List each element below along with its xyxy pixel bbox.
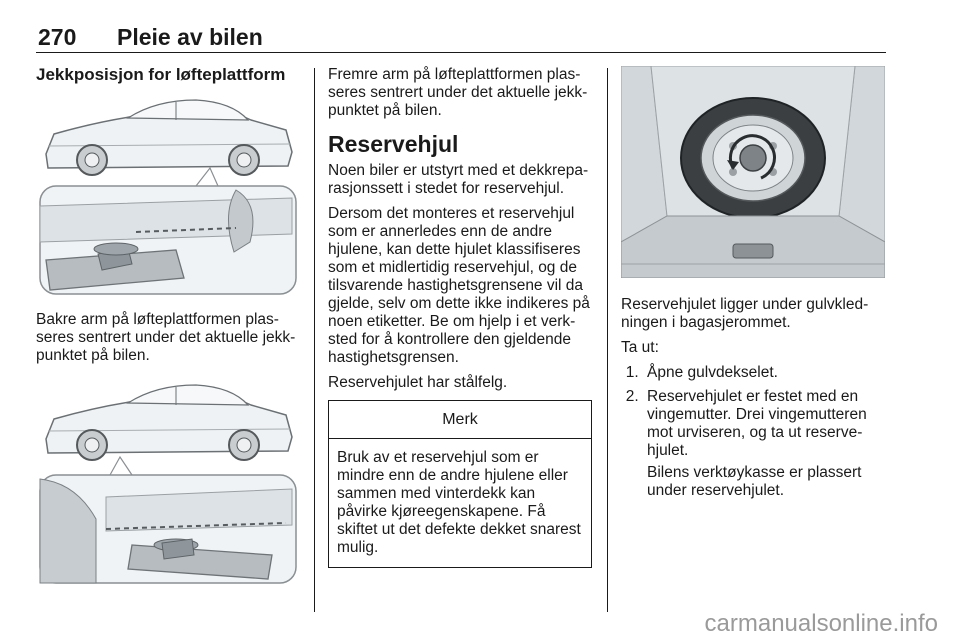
repair-kit-paragraph: Noen biler er utstyrt med et dekkrepa-rasjonssett i stedet for reservehjul. <box>328 162 589 197</box>
note-body: Bruk av et reservehjul som er mindre enn de andre hjulene eller sammen med vinterdekk kan påvirke kjøreegenskapene. Få skiftet ut det defekte dekket snarest mulig. <box>337 449 581 556</box>
toolkit-note: Bilens verktøykasse er plassert under reservehjulet. <box>647 464 862 499</box>
header-rule <box>36 52 886 53</box>
temporary-spare-paragraph: Dersom det monteres et reservehjul som er annerledes enn de andre hjulene, kan dette hjulet klassifiseres som et midlertidig reservehjul, og de tilsvarende hastighetsgrensene vil da gjelde, selv om dette ikke indikeres på noen etiketter. Be om hjelp i et verk-sted for å kontrollere den gjeldende hastighetsgrensen. <box>328 205 590 366</box>
steel-rim-paragraph: Reservehjulet har stålfelg. <box>328 374 508 391</box>
removal-steps <box>621 364 885 500</box>
column-divider-right <box>607 68 608 612</box>
note-title: Merk <box>329 401 591 439</box>
column-divider-left <box>314 68 315 612</box>
page-number: 270 <box>38 24 77 50</box>
removal-step <box>643 388 885 500</box>
removal-step: 1. Åpne gulvdekselet. <box>643 364 885 382</box>
watermark: carmanualsonline.info <box>704 610 938 637</box>
removal-intro: Ta ut: <box>621 339 659 356</box>
column-middle <box>328 66 592 568</box>
section-heading-jack-position: Jekkposisjon for løfteplattform <box>36 65 286 84</box>
spare-wheel-well-illustration <box>621 66 885 278</box>
removal-step-text: Reservehjulet er festet med en vingemutter. Drei vingemutteren mot urviseren, og ta ut reserve-hjulet. <box>647 388 867 459</box>
note-box <box>328 400 592 568</box>
spare-wheel-heading: Reservehjul <box>328 131 459 157</box>
column-right <box>621 66 885 506</box>
caption-rear-arm: Bakre arm på løfteplattformen plas-seres sentrert under det aktuelle jekk-punktet på bilen. <box>36 311 296 364</box>
rear-lift-arm-illustration <box>36 379 298 587</box>
front-arm-text: Fremre arm på løfteplattformen plas-seres sentrert under det aktuelle jekk-punktet på bilen. <box>328 66 588 119</box>
column-left <box>36 66 300 599</box>
front-lift-arm-illustration <box>36 94 298 299</box>
spare-location-paragraph: Reservehjulet ligger under gulvkled-ningen i bagasjerommet. <box>621 296 869 331</box>
page-title: Pleie av bilen <box>117 24 263 50</box>
